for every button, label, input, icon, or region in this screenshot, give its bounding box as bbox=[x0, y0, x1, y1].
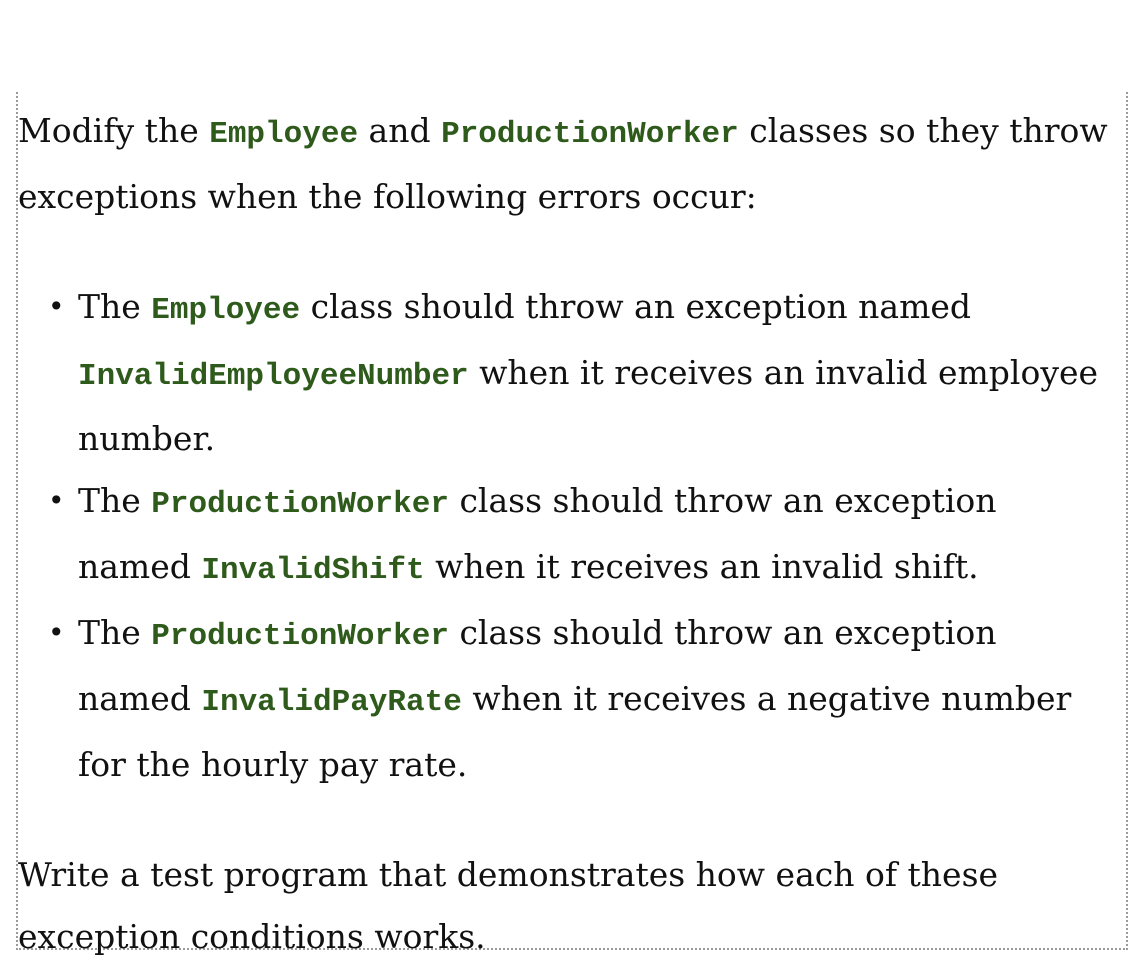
bullet-icon: • bbox=[48, 290, 65, 323]
bullet-text-2: class should throw an exception named bbox=[78, 481, 997, 586]
bullet-text-1: The bbox=[78, 287, 152, 326]
intro-text-2: and bbox=[358, 111, 442, 150]
exercise-text bbox=[18, 100, 1118, 968]
exception-name: InvalidEmployeeNumber bbox=[78, 359, 469, 394]
requirements-list bbox=[18, 276, 1118, 796]
bullet-text-1: The bbox=[78, 613, 152, 652]
list-item bbox=[18, 276, 1118, 470]
closing-paragraph: Write a test program that demonstrates how each of these exception conditions works. bbox=[18, 855, 999, 956]
bullet-text-3: when it receives an invalid shift. bbox=[424, 547, 979, 586]
bullet-icon: • bbox=[48, 616, 65, 649]
exception-name: InvalidShift bbox=[201, 553, 425, 588]
list-item bbox=[18, 470, 1118, 602]
bullet-text-2: class should throw an exception named bbox=[300, 287, 972, 326]
bullet-icon: • bbox=[48, 484, 65, 517]
productionworker-class-name: ProductionWorker bbox=[441, 117, 739, 152]
intro-paragraph bbox=[18, 100, 1118, 228]
bullet-text-1: The bbox=[78, 481, 152, 520]
employee-class-name: Employee bbox=[209, 117, 359, 152]
bullet-text-2: class should throw an exception named bbox=[78, 613, 997, 718]
bullet-text-3: when it receives a negative number for the hourly pay rate. bbox=[78, 679, 1072, 784]
bullet-class-name: Employee bbox=[151, 293, 301, 328]
bullet-text-3: when it receives an invalid employee number. bbox=[78, 353, 1099, 458]
bullet-class-name: ProductionWorker bbox=[151, 619, 449, 654]
intro-text-1: Modify the bbox=[18, 111, 210, 150]
intro-text-3: classes so they throw exceptions when the following errors occur: bbox=[18, 111, 1108, 216]
exception-name: InvalidPayRate bbox=[201, 685, 462, 720]
list-item bbox=[18, 602, 1118, 796]
bullet-class-name: ProductionWorker bbox=[151, 487, 449, 522]
